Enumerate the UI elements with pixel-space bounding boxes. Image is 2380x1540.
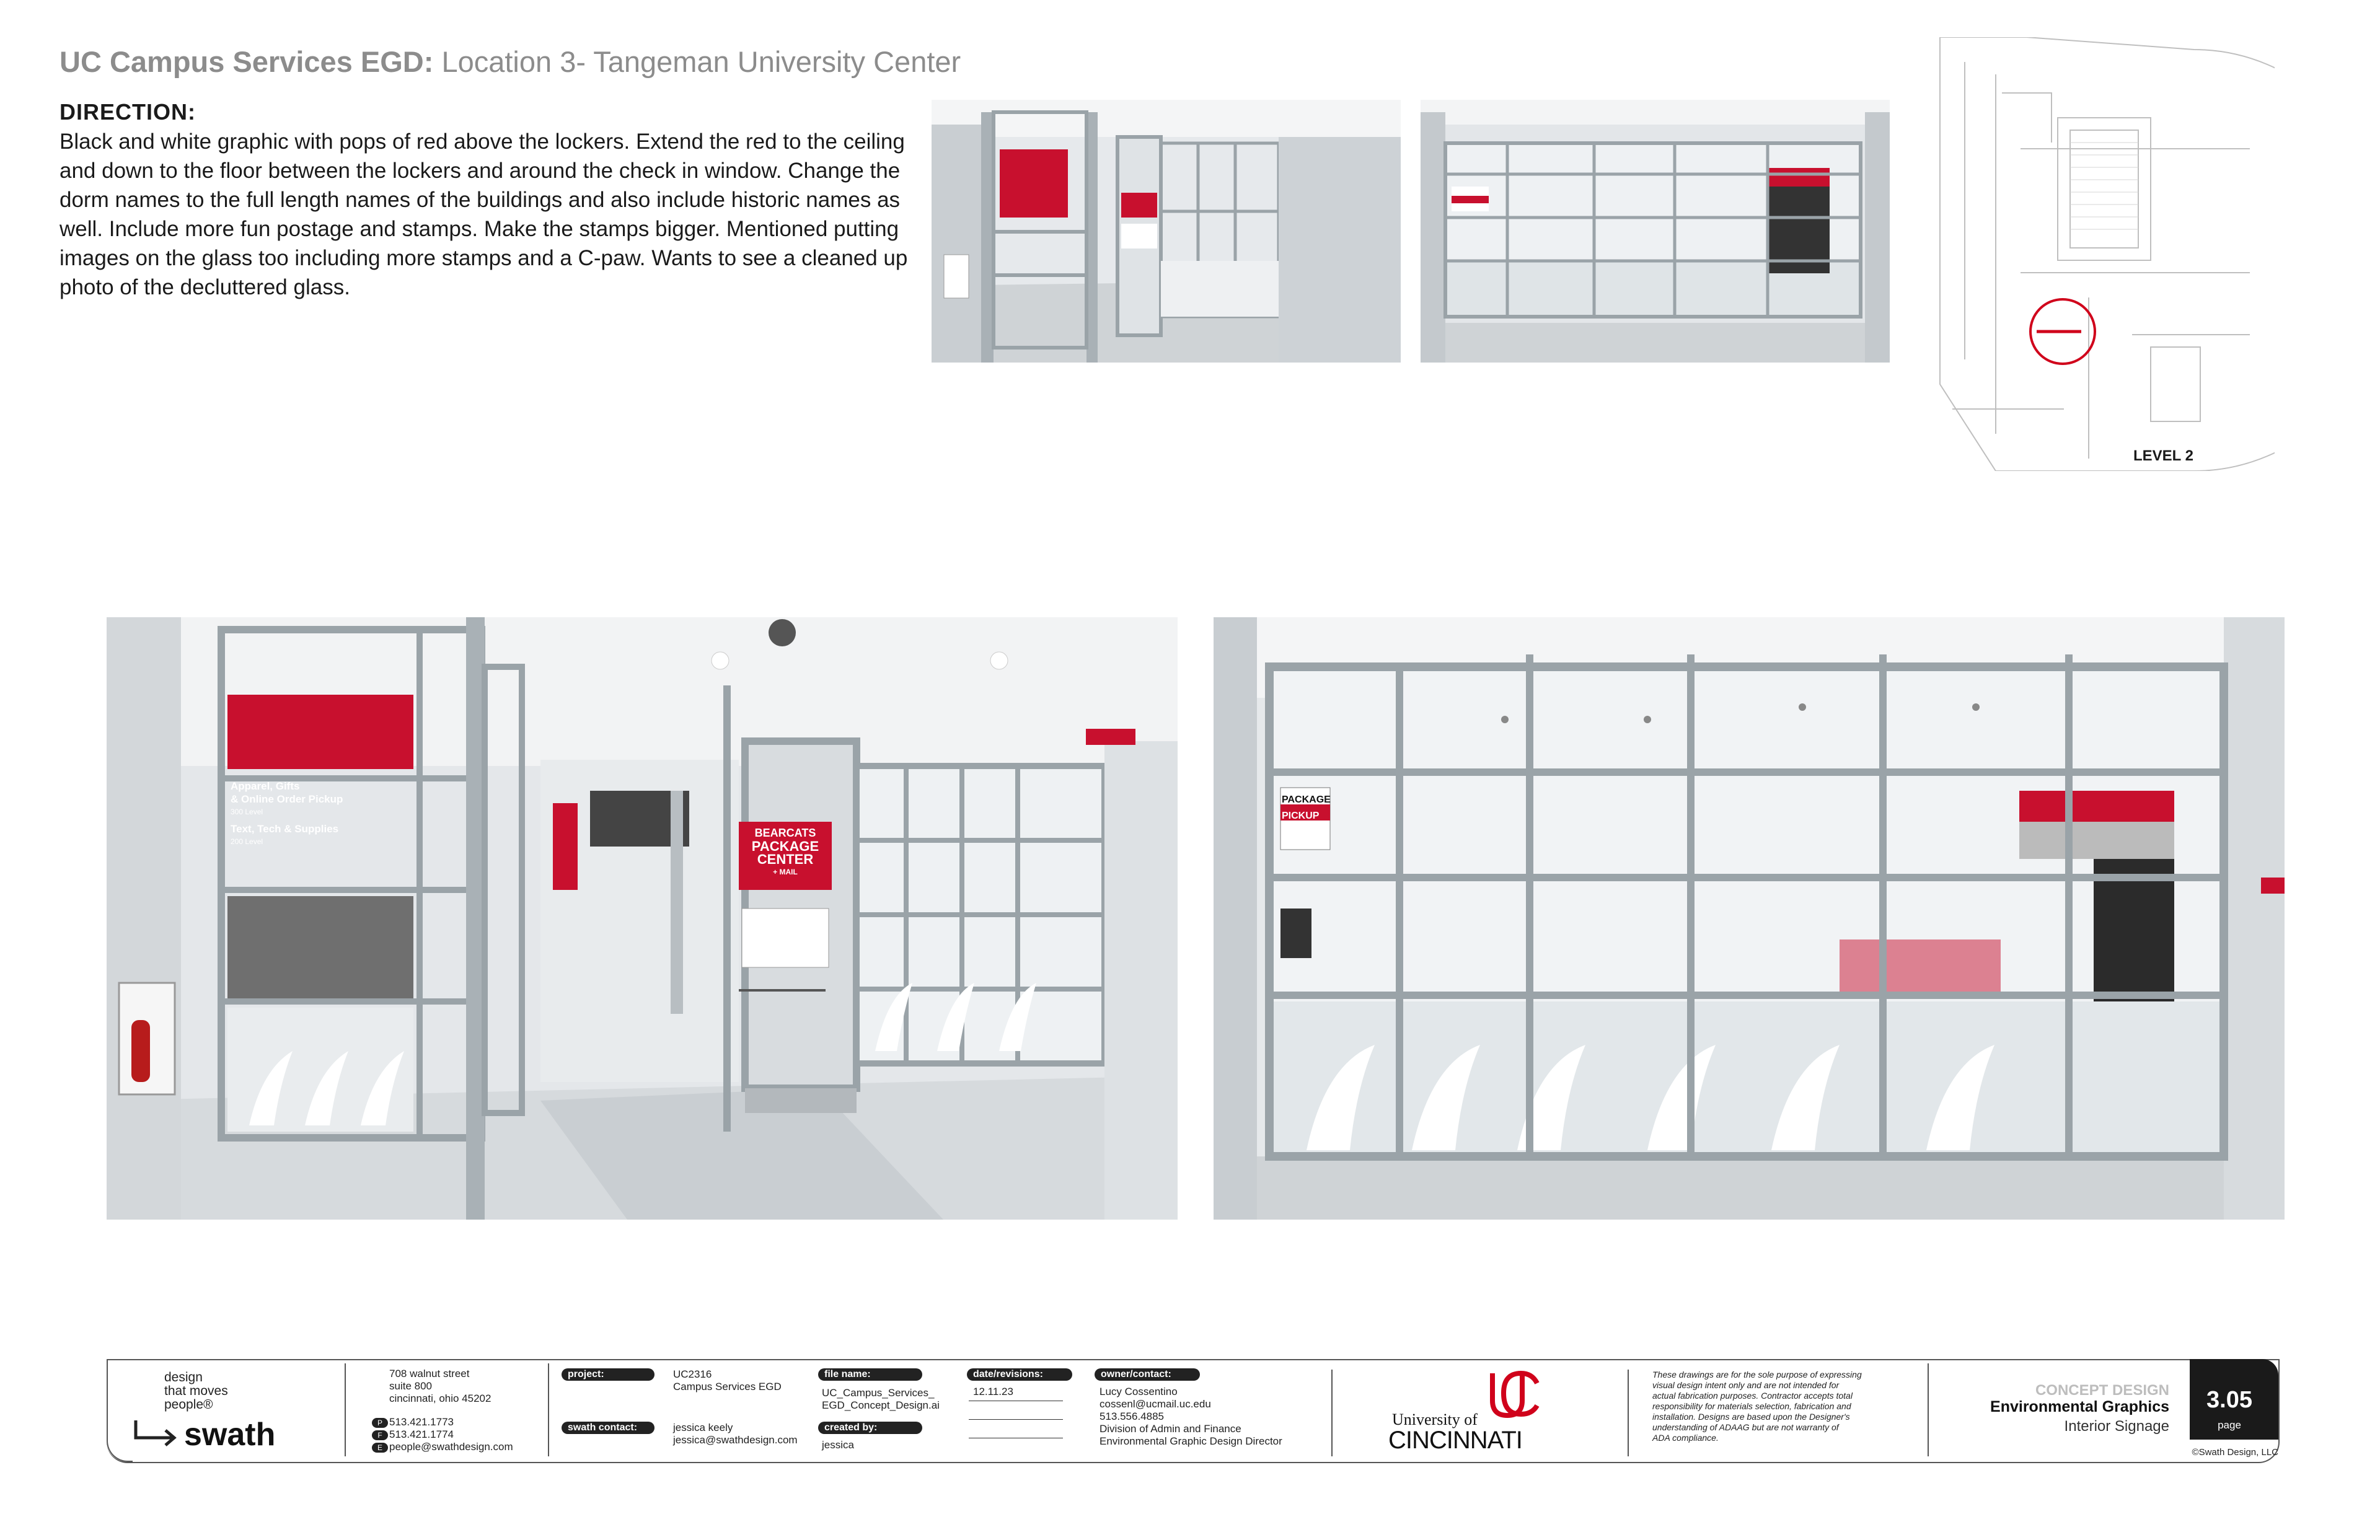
- entrance-sign-line1: Apparel, Gifts: [231, 780, 300, 792]
- swath-contact-info: [673, 1422, 798, 1446]
- swath-contact-name: jessica keely: [673, 1422, 733, 1433]
- thumb-photo-window: [1421, 100, 1890, 363]
- fax-number: 513.421.1774: [389, 1428, 454, 1440]
- disclaimer-line4: responsibility for materials selection, fabrication and: [1652, 1401, 1851, 1411]
- floor-plan-level-2: [1928, 37, 2275, 471]
- disclaimer-line5: installation. Designs are based upon the Designer's: [1652, 1412, 1850, 1422]
- disclaimer-line3: actual fabrication purposes. Contractor accepts total: [1652, 1391, 1853, 1401]
- sheet-subtype: Interior Signage: [2064, 1418, 2169, 1435]
- swath-contact-email[interactable]: jessica@swathdesign.com: [673, 1434, 798, 1446]
- swath-address: [389, 1368, 491, 1405]
- swath-tagline-line2: that moves: [164, 1384, 228, 1398]
- disclaimer-line6: understanding of ADAAG but are not warranty of: [1652, 1422, 1839, 1432]
- owner-division: Division of Admin and Finance: [1100, 1423, 1241, 1435]
- door-sign-line4: + MAIL: [773, 868, 798, 876]
- uc-logo-top: University of: [1392, 1410, 1478, 1428]
- uc-monogram-icon: [1481, 1368, 1549, 1424]
- date-value: 12.11.23: [973, 1386, 1013, 1397]
- project-label: project:: [562, 1368, 654, 1381]
- disclaimer-line1: These drawings are for the sole purpose of expressing: [1652, 1370, 1862, 1379]
- swath-contact-label: swath contact:: [562, 1422, 654, 1434]
- phone-number[interactable]: 513.421.1773: [389, 1416, 454, 1428]
- project-info: [673, 1368, 782, 1393]
- floor-plan-level-label: LEVEL 2: [2133, 447, 2193, 464]
- photo-entrance-large: [107, 617, 1178, 1220]
- entrance-sign: [231, 780, 410, 848]
- window-large-illustration: [1214, 617, 2285, 1220]
- divider-1: [345, 1363, 346, 1456]
- owner-label: owner/contact:: [1095, 1368, 1200, 1381]
- window-sign: [1282, 792, 1330, 824]
- window-sign-line2: PICKUP: [1282, 811, 1320, 821]
- filename-info: [822, 1387, 940, 1412]
- sheet-phase: CONCEPT DESIGN: [2035, 1382, 2169, 1399]
- swath-contact-numbers: [372, 1416, 513, 1453]
- owner-phone: 513.556.4885: [1100, 1410, 1164, 1422]
- address-line3: cincinnati, ohio 45202: [389, 1393, 491, 1404]
- door-sign-line3: CENTER: [757, 851, 814, 867]
- filename-label: file name:: [818, 1368, 922, 1381]
- sheet-title-bold: UC Campus Services EGD:: [60, 45, 434, 78]
- address-line2: suite 800: [389, 1380, 432, 1392]
- door-sign-line2: PACKAGE: [751, 838, 819, 854]
- owner-name: Lucy Cossentino: [1100, 1386, 1178, 1397]
- swath-tagline-line3: people®: [164, 1397, 213, 1412]
- entrance-large-illustration: [107, 617, 1178, 1220]
- owner-title: Environmental Graphic Design Director: [1100, 1435, 1282, 1447]
- filename-line1: UC_Campus_Services_: [822, 1387, 935, 1399]
- swath-arrow-icon: [133, 1419, 183, 1450]
- sheet-title-location: Location 3- Tangeman University Center: [433, 45, 961, 78]
- direction-heading: DIRECTION:: [60, 99, 196, 125]
- divider-4: [1628, 1370, 1629, 1456]
- fax-row: [372, 1428, 513, 1441]
- door-sign-line1: BEARCATS: [754, 827, 816, 839]
- swath-tagline-line1: design: [164, 1370, 203, 1384]
- project-name: Campus Services EGD: [673, 1381, 782, 1393]
- project-number: UC2316: [673, 1368, 712, 1380]
- phone-tag: P: [372, 1418, 388, 1428]
- filename-line2: EGD_Concept_Design.ai: [822, 1399, 940, 1411]
- direction-body: Black and white graphic with pops of red above the lockers. Extend the red to the ceiling and down to the floor between the lockers and around the check in window. Change the dorm names to the full length names of the buildings and also include historic names as well. Include more fun postage and stamps. Make the stamps bigger. Mentioned putting images on the glass too including more stamps and a C-paw. Wants to see a cleaned up photo of the decluttered glass.: [60, 130, 908, 299]
- sheet-title: [60, 45, 961, 79]
- photo-window-large: [1214, 617, 2285, 1220]
- disclaimer: [1652, 1370, 1862, 1443]
- entrance-sign-line3: 300 Level: [231, 807, 263, 816]
- floor-plan-drawing: [1928, 37, 2275, 471]
- divider-3: [1331, 1370, 1333, 1456]
- owner-info: [1100, 1386, 1282, 1448]
- createdby-label: created by:: [818, 1422, 922, 1434]
- createdby-value: jessica: [822, 1439, 854, 1451]
- revision-line-2: [969, 1419, 1063, 1420]
- window-sign-line1: PACKAGE: [1282, 794, 1331, 805]
- swath-logo: [133, 1417, 319, 1453]
- divider-2: [548, 1363, 549, 1456]
- uc-logo-bottom: CINCINNATI: [1388, 1427, 1522, 1454]
- page-number: 3.05: [2206, 1387, 2252, 1413]
- email-row: [372, 1441, 513, 1453]
- disclaimer-line2: visual design intent only and are not intended for: [1652, 1380, 1840, 1390]
- title-block-left-edge: [107, 1359, 133, 1462]
- owner-email[interactable]: cossenl@ucmail.uc.edu: [1100, 1398, 1211, 1410]
- divider-5: [1928, 1363, 1929, 1456]
- entrance-sign-line2: & Online Order Pickup: [231, 793, 343, 805]
- entrance-thumb-illustration: [932, 100, 1401, 363]
- page-label: page: [2218, 1419, 2241, 1431]
- thumb-photo-entrance: [932, 100, 1401, 363]
- entrance-sign-line4: Text, Tech & Supplies: [231, 823, 339, 835]
- phone-row: [372, 1416, 513, 1428]
- email-address[interactable]: people@swathdesign.com: [389, 1441, 513, 1453]
- swath-wordmark: swath: [184, 1417, 276, 1453]
- copyright: ©Swath Design, LLC: [2192, 1447, 2278, 1458]
- date-label: date/revisions:: [967, 1368, 1072, 1381]
- entrance-sign-line5: 200 Level: [231, 837, 263, 846]
- swath-tagline: [164, 1371, 228, 1412]
- door-sign: [742, 827, 829, 879]
- fax-tag: F: [372, 1430, 388, 1440]
- address-line1: 708 walnut street: [389, 1368, 470, 1379]
- window-thumb-illustration: [1421, 100, 1890, 363]
- disclaimer-line7: ADA compliance.: [1652, 1433, 1719, 1443]
- sheet-discipline: Environmental Graphics: [1990, 1398, 2169, 1415]
- email-tag: E: [372, 1443, 388, 1453]
- uc-logo: [1388, 1368, 1574, 1455]
